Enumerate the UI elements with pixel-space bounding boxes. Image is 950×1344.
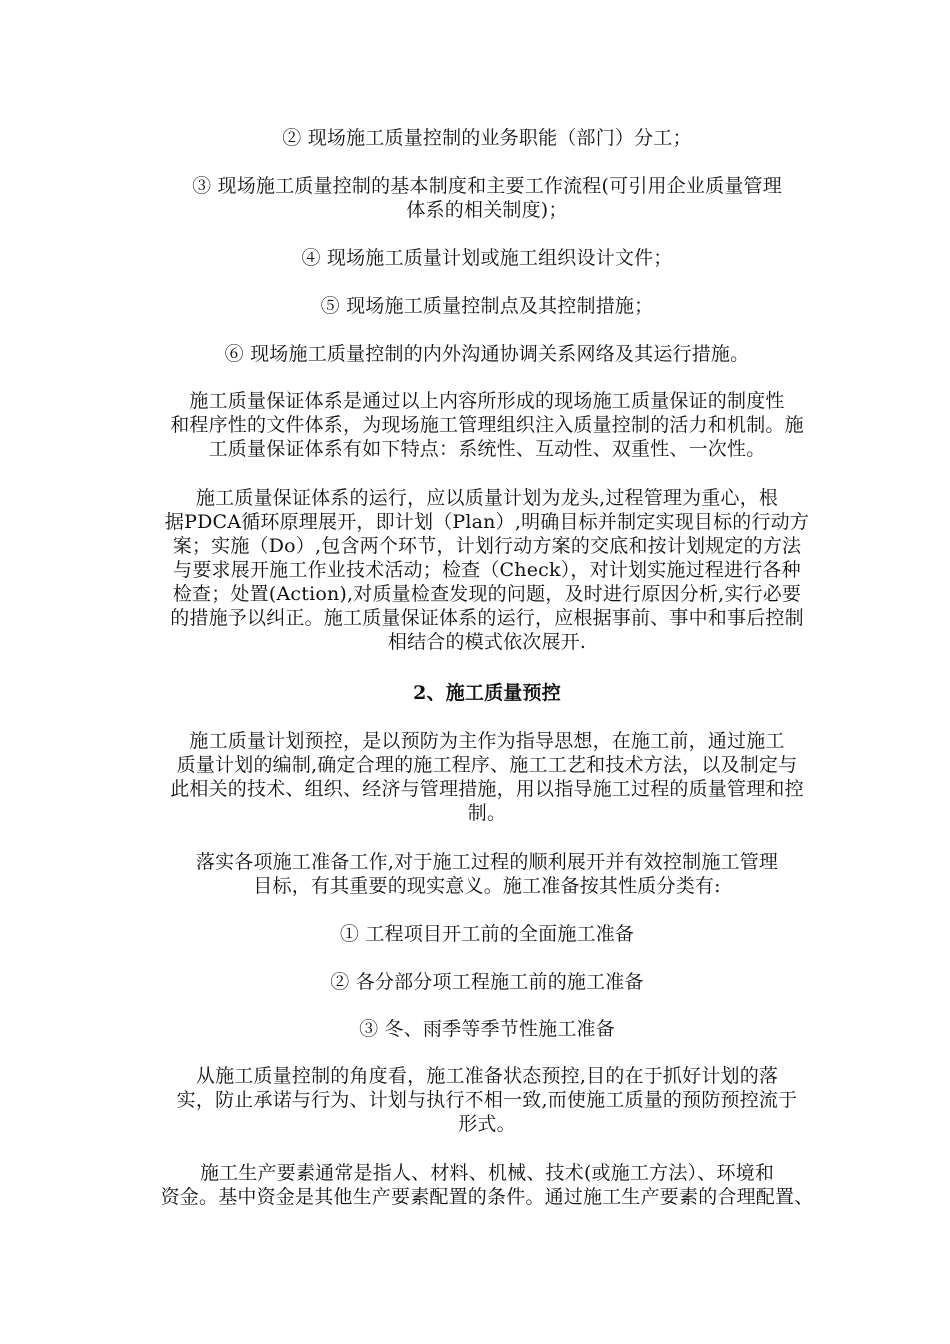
line: 工质量保证体系有如下特点：系统性、互动性、双重性、一次性。: [208, 438, 766, 460]
section-heading: [118, 681, 856, 705]
line: 施工质量保证体系是通过以上内容所形成的现场施工质量保证的制度性: [189, 390, 785, 412]
list-item-1: [118, 922, 856, 946]
line: ④ 现场施工质量计划或施工组织设计文件；: [301, 247, 673, 269]
paragraph-item-4: [118, 246, 856, 270]
list-item-2: [118, 970, 856, 994]
line: 质量计划的编制,确定合理的施工程序、施工工艺和技术方法，以及制定与: [176, 754, 798, 776]
line: 体系的相关制度)；: [406, 199, 568, 221]
paragraph-item-6: [118, 342, 856, 366]
line: 相结合的模式依次展开.: [387, 631, 587, 653]
paragraph-pdca: [118, 486, 856, 654]
paragraph-item-3: [118, 174, 856, 222]
line: 此相关的技术、组织、经济与管理措施，用以指导施工过程的质量管理和控: [170, 778, 804, 800]
list-item-3: [118, 1017, 856, 1041]
line: 案；实施（Do）,包含两个环节，计划行动方案的交底和按计划规定的方法: [172, 535, 802, 557]
line: 施工质量保证体系的运行，应以质量计划为龙头,过程管理为重心，根: [195, 487, 779, 509]
line: ② 各分部分项工程施工前的施工准备: [330, 971, 644, 993]
line: ③ 冬、雨季等季节性施工准备: [359, 1018, 615, 1040]
line: 据PDCA循环原理展开，即计划（Plan）,明确目标并制定实现目标的行动方: [164, 511, 810, 533]
line: ① 工程项目开工前的全面施工准备: [339, 923, 635, 945]
line: 检查；处置(Action),对质量检查发现的问题，及时进行原因分析,实行必要: [172, 583, 802, 605]
line: 落实各项施工准备工作,对于施工过程的顺利展开并有效控制施工管理: [195, 851, 779, 873]
paragraph-state-precontrol: [118, 1064, 856, 1136]
line: 制。: [467, 802, 507, 824]
line: 实，防止承诺与行为、计划与执行不相一致,而使施工质量的预防预控流于: [176, 1089, 798, 1111]
line: ② 现场施工质量控制的业务职能（部门）分工；: [282, 127, 692, 149]
line: 从施工质量控制的角度看，施工准备状态预控,目的在于抓好计划的落: [195, 1065, 779, 1087]
paragraph-item-2: [118, 126, 856, 150]
line: 和程序性的文件体系，为现场施工管理组织注入质量控制的活力和机制。施: [170, 414, 804, 436]
line: 与要求展开施工作业技术活动；检查（Check），对计划实施过程进行各种: [173, 559, 801, 581]
paragraph-preparation: [118, 850, 856, 898]
line: 施工质量计划预控，是以预防为主作为指导思想，在施工前，通过施工: [189, 730, 785, 752]
line: 的措施予以纠正。施工质量保证体系的运行，应根据事前、事中和事后控制: [170, 607, 804, 629]
paragraph-system-intro: [118, 389, 856, 461]
line: 资金。基中资金是其他生产要素配置的条件。通过施工生产要素的合理配置、: [160, 1186, 814, 1208]
paragraph-plan-precontrol: [118, 729, 856, 825]
line: 形式。: [458, 1113, 516, 1135]
line: 施工生产要素通常是指人、材料、机械、技术(或施工方法）、环境和: [199, 1162, 775, 1184]
line: ⑥ 现场施工质量控制的内外沟通协调关系网络及其运行措施。: [224, 343, 750, 365]
paragraph-production-factors: [118, 1161, 856, 1209]
paragraph-item-5: [118, 294, 856, 318]
section-title: 2、施工质量预控: [413, 682, 561, 704]
line: ③ 现场施工质量控制的基本制度和主要工作流程(可引用企业质量管理: [192, 175, 782, 197]
line: 目标，有其重要的现实意义。施工准备按其性质分类有:: [253, 875, 721, 897]
line: ⑤ 现场施工质量控制点及其控制措施；: [320, 295, 654, 317]
